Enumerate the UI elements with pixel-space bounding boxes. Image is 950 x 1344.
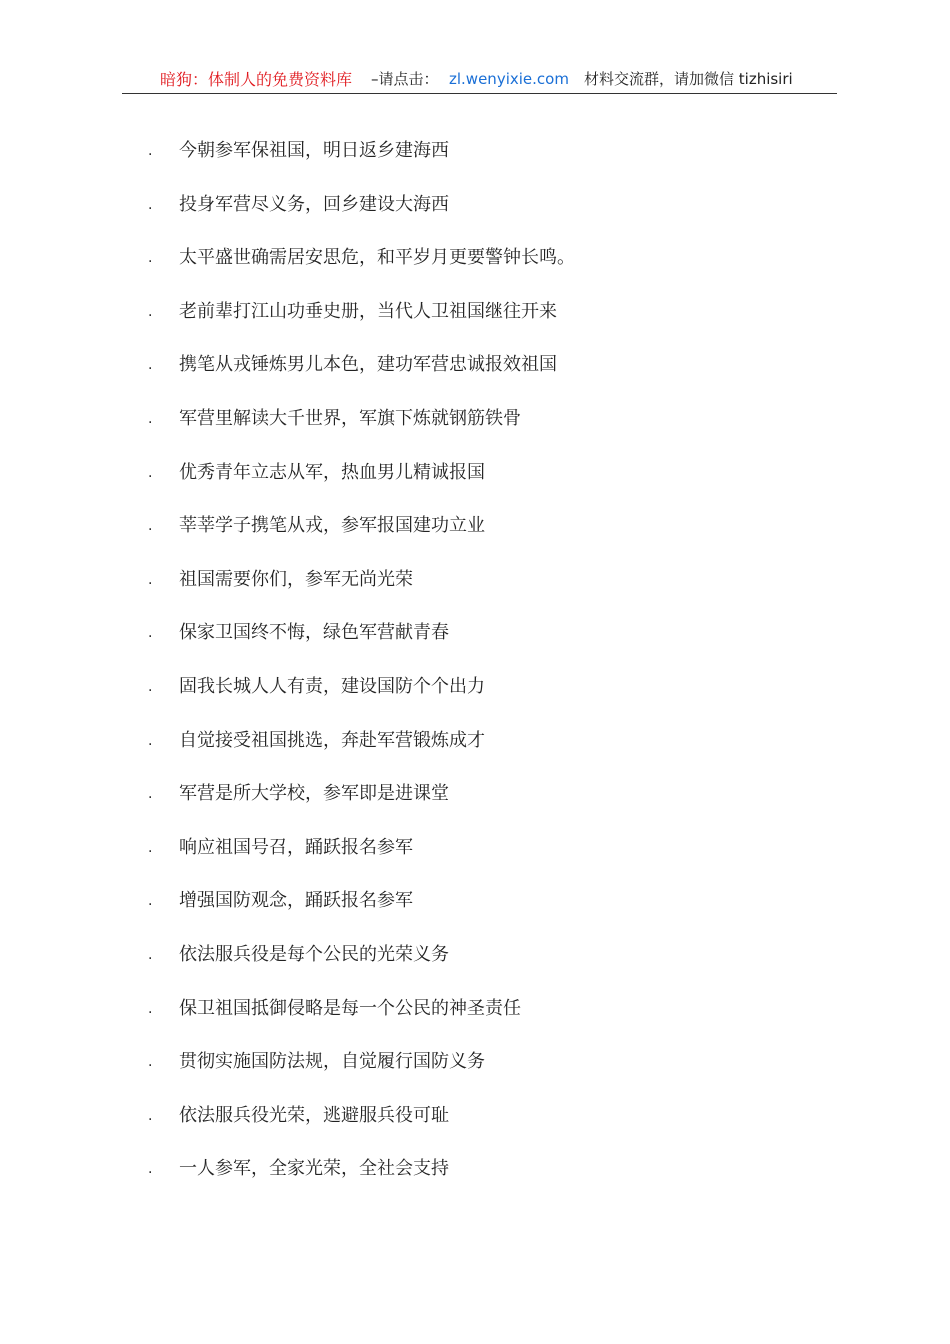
slogan-text: 祖国需要你们，参军无尚光荣 <box>179 568 413 590</box>
list-item <box>148 834 413 862</box>
slogan-text: 依法服兵役是每个公民的光荣义务 <box>179 944 449 965</box>
wechat-promo: 材料交流群，请加微信 tizhisiri <box>584 70 793 88</box>
site-brand: 暗狗：体制人的免费资料库 <box>160 70 353 89</box>
slogan-text: 一人参军，全家光荣，全社会支持 <box>179 1158 449 1180</box>
bullet-marker: . <box>148 732 153 749</box>
slogan-text: 响应祖国号召，踊跃报名参军 <box>179 836 413 858</box>
list-item <box>148 995 521 1023</box>
list-item <box>148 459 485 487</box>
list-item <box>148 566 413 594</box>
list-item <box>148 1102 449 1130</box>
slogan-text: 老前辈打江山功垂史册，当代人卫祖国继往开来 <box>179 300 557 322</box>
slogan-text: 固我长城人人有责，建设国防个个出力 <box>179 676 485 697</box>
list-item <box>148 351 557 379</box>
list-item <box>148 941 449 969</box>
bullet-marker: . <box>148 143 153 159</box>
bullet-marker: . <box>148 411 153 427</box>
list-item <box>148 1048 485 1076</box>
slogan-text: 今朝参军保祖国，明日返乡建海西 <box>179 140 449 161</box>
list-item <box>148 1155 449 1183</box>
site-link[interactable]: zl.wenyixie.com <box>449 70 569 88</box>
bullet-marker: . <box>148 303 153 320</box>
list-item <box>148 405 521 433</box>
list-item <box>148 727 485 755</box>
bullet-marker: . <box>148 1054 153 1071</box>
list-item <box>148 137 449 165</box>
slogan-text: 太平盛世确需居安思危，和平岁月更要警钟长鸣。 <box>179 247 575 269</box>
list-item <box>148 191 449 219</box>
bullet-marker: . <box>148 625 153 642</box>
slogan-text: 增强国防观念，踊跃报名参军 <box>179 890 413 912</box>
bullet-marker: . <box>148 786 153 803</box>
slogan-text: 莘莘学子携笔从戎，参军报国建功立业 <box>179 515 485 537</box>
bullet-marker: . <box>148 947 153 963</box>
bullet-marker: . <box>148 196 153 213</box>
slogan-text: 投身军营尽义务，回乡建设大海西 <box>179 193 449 215</box>
slogan-text: 依法服兵役光荣，逃避服兵役可耻 <box>179 1104 449 1126</box>
bullet-marker: . <box>148 679 153 695</box>
bullet-marker: . <box>148 464 153 481</box>
bullet-marker: . <box>148 839 153 856</box>
slogan-text: 保家卫国终不悔，绿色军营献青春 <box>179 622 449 644</box>
slogan-text: 贯彻实施国防法规，自觉履行国防义务 <box>179 1051 485 1073</box>
list-item <box>148 887 413 915</box>
list-item <box>148 512 485 540</box>
list-item <box>148 619 449 647</box>
list-item <box>148 780 449 808</box>
bullet-marker: . <box>148 893 153 910</box>
bullet-marker: . <box>148 357 153 374</box>
click-prompt: –请点击： <box>371 70 439 88</box>
slogan-text: 自觉接受祖国挑选，奔赴军营锻炼成才 <box>179 729 485 751</box>
bullet-marker: . <box>148 571 153 588</box>
list-item <box>148 244 575 272</box>
bullet-marker: . <box>148 1161 153 1178</box>
bullet-marker: . <box>148 1107 153 1124</box>
slogan-text: 携笔从戎锤炼男儿本色，建功军营忠诚报效祖国 <box>179 354 557 376</box>
list-item <box>148 673 485 701</box>
slogan-text: 保卫祖国抵御侵略是每一个公民的神圣责任 <box>179 997 521 1019</box>
slogan-text: 军营是所大学校，参军即是进课堂 <box>179 783 449 805</box>
list-item <box>148 298 557 326</box>
bullet-marker: . <box>148 1000 153 1017</box>
bullet-marker: . <box>148 250 153 267</box>
slogan-text: 优秀青年立志从军，热血男儿精诚报国 <box>179 461 485 483</box>
slogan-text: 军营里解读大千世界，军旗下炼就钢筋铁骨 <box>179 408 521 429</box>
bullet-marker: . <box>148 518 153 535</box>
